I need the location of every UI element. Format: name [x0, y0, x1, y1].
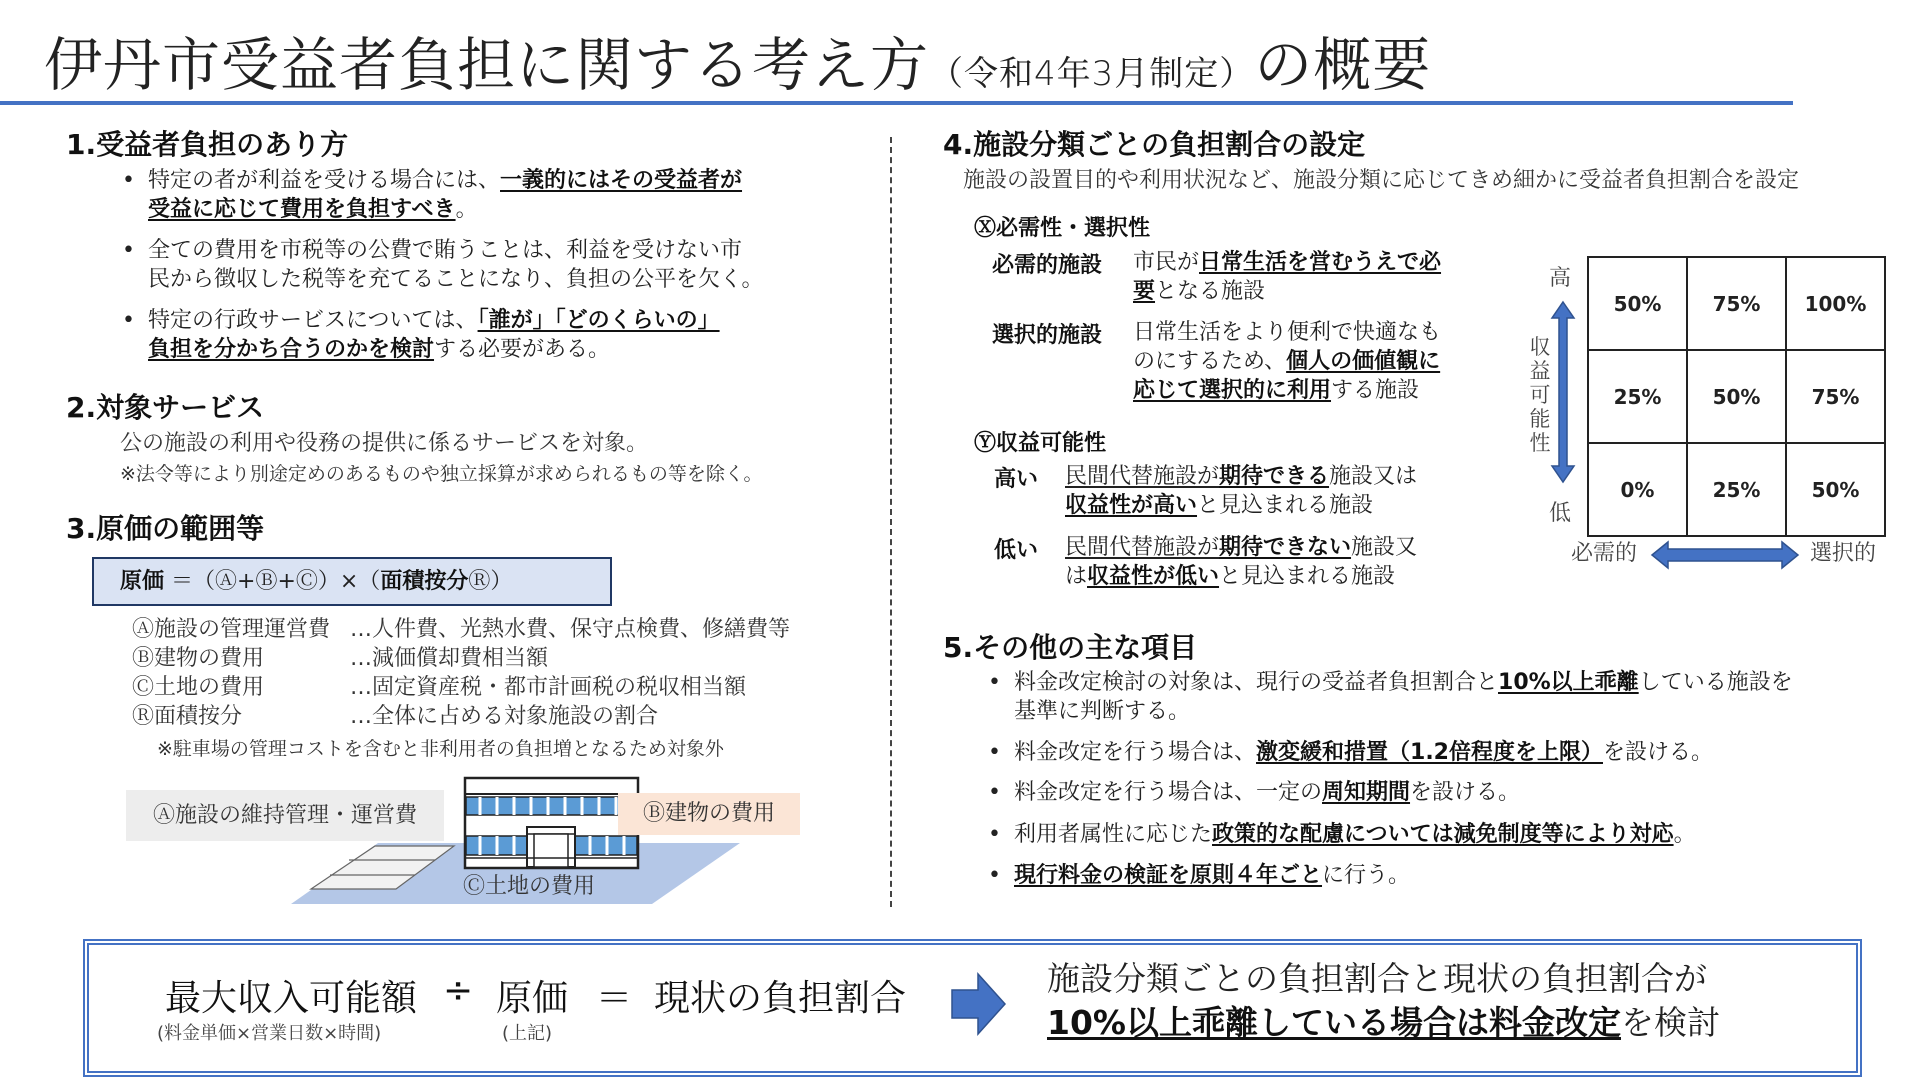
bullet-icon: •: [122, 238, 135, 263]
section4-desc: 施設の設置目的や利用状況など、施設分類に応じてきめ細かに受益者負担割合を設定: [963, 168, 1800, 193]
cost-item-desc: …全体に占める対象施設の割合: [350, 704, 659, 729]
text-segment: Ⓡ）: [468, 569, 513, 594]
low-desc: [1065, 533, 1417, 591]
text-segment: 10%以上乖離: [1498, 670, 1639, 695]
matrix-cell: 50%: [1588, 257, 1687, 350]
text-line: [1065, 462, 1417, 491]
cost-item-label: Ⓐ施設の管理運営費: [132, 617, 331, 642]
text-line: [1014, 668, 1793, 697]
text-line: [1014, 738, 1713, 767]
section2-text: 公の施設の利用や役務の提供に係るサービスを対象。: [120, 431, 649, 456]
text-segment: 個人の価値観に: [1286, 349, 1441, 374]
text-segment: 収益性が低い: [1087, 564, 1220, 589]
matrix-cell: 25%: [1588, 350, 1687, 443]
text-segment: 全ての費用を市税等の公費で賄うことは、利益を受けない市: [148, 238, 743, 263]
text-segment: 民間代替施設が: [1065, 535, 1220, 560]
divide-sign: ÷: [443, 970, 474, 1011]
text-line: [1047, 1001, 1720, 1045]
current-ratio-term: 現状の負担割合: [654, 978, 907, 1019]
max-revenue-note: (料金単価×営業日数×時間): [157, 1023, 382, 1044]
text-segment: 激変緩和措置（1.2倍程度を上限）: [1256, 740, 1603, 765]
bullet-icon: •: [988, 780, 1001, 805]
text-line: [1014, 861, 1410, 890]
text-line: [1014, 820, 1696, 849]
text-line: [1047, 957, 1720, 1001]
text-segment: 10%以上乖離している場合は料金改定: [1047, 1003, 1621, 1042]
section5-heading: 5.その他の主な項目: [943, 631, 1198, 664]
text-segment: 利用者属性に応じた: [1014, 822, 1213, 847]
horizontal-double-arrow-icon: [1650, 540, 1800, 570]
section5-bullet: [988, 820, 1696, 849]
text-segment: 一義的にはその受益者が: [500, 168, 743, 193]
text-segment: 周知期間: [1322, 780, 1411, 805]
text-segment: ＝（Ⓐ+Ⓑ+Ⓒ）×（: [164, 569, 381, 594]
high-desc: [1065, 462, 1417, 520]
vertical-double-arrow-icon: [1550, 300, 1576, 484]
necessary-label: 必需的施設: [992, 253, 1103, 278]
text-segment: と見込まれる施設: [1197, 493, 1374, 518]
cost-item-label: Ⓡ面積按分: [132, 704, 243, 729]
text-segment: となる施設: [1155, 279, 1266, 304]
y-high-label: 高: [1549, 266, 1572, 291]
section1-bullet: [122, 236, 764, 294]
x-right-label: 選択的: [1810, 541, 1877, 566]
text-line: [1133, 248, 1441, 277]
cost-formula-box: [92, 557, 612, 606]
section2-heading: 2.対象サービス: [66, 391, 265, 424]
matrix-cell: 100%: [1786, 257, 1885, 350]
text-segment: する必要がある。: [434, 337, 611, 362]
y-axis-label: 収益可能性: [1529, 335, 1551, 455]
section5-bullet: [988, 668, 1793, 726]
text-segment: 施設又: [1351, 535, 1418, 560]
text-segment: 期待できない: [1219, 535, 1352, 560]
bullet-icon: •: [122, 168, 135, 193]
text-segment: 民から徴収した税等を充てることになり、負担の公平を欠く。: [148, 267, 764, 292]
text-segment: 日常生活をより便利で快適なも: [1133, 320, 1442, 345]
section1-bullet: [122, 166, 743, 224]
text-line: [148, 306, 720, 335]
text-segment: している施設を: [1638, 670, 1793, 695]
text-segment: 応じて選択的に利用: [1133, 378, 1332, 403]
bullet-icon: •: [988, 822, 1001, 847]
equals-sign: ＝: [596, 978, 633, 1019]
text-segment: と見込まれる施設: [1219, 564, 1396, 589]
text-segment: する施設: [1331, 378, 1420, 403]
text-segment: を設ける。: [1603, 740, 1714, 765]
text-line: [1014, 697, 1793, 726]
cost-term: 原価: [496, 978, 569, 1019]
text-line: [1133, 347, 1441, 376]
section2-note: ※法令等により別途定めのあるものや独立採算が求められるもの等を除く。: [120, 463, 763, 485]
text-segment: 。: [1673, 822, 1696, 847]
maintenance-cost-label: Ⓐ施設の維持管理・運営費: [126, 790, 444, 841]
building-cost-label: Ⓑ建物の費用: [618, 793, 800, 835]
text-segment: 「誰が」「どのくらいの」: [477, 308, 720, 333]
cost-note: (上記): [502, 1023, 553, 1044]
text-segment: 要: [1133, 279, 1156, 304]
page-title: [44, 18, 1431, 102]
text-line: [148, 166, 742, 195]
column-divider: [890, 137, 892, 907]
title-subtitle: （令和4年3月制定）: [929, 54, 1255, 94]
high-label: 高い: [994, 467, 1039, 492]
x-heading: Ⓧ必需性・選択性: [974, 216, 1151, 241]
conclusion-text: [1047, 957, 1720, 1045]
text-segment: 施設又は: [1329, 464, 1418, 489]
text-line: [1133, 376, 1441, 405]
bullet-icon: •: [988, 740, 1001, 765]
bullet-icon: •: [988, 863, 1001, 888]
matrix-row: [1588, 350, 1885, 443]
matrix-cell: 0%: [1588, 443, 1687, 536]
text-segment: は: [1065, 564, 1088, 589]
matrix-cell: 75%: [1786, 350, 1885, 443]
cost-item-label: Ⓑ建物の費用: [132, 646, 265, 671]
selective-desc: [1133, 318, 1441, 405]
text-segment: 特定の者が利益を受ける場合には、: [148, 168, 501, 193]
text-segment: に行う。: [1322, 863, 1411, 888]
text-line: [148, 335, 720, 364]
section5-bullet: [988, 778, 1521, 807]
text-segment: 日常生活を営むうえで必: [1199, 250, 1442, 275]
bullet-icon: •: [988, 670, 1001, 695]
section1-bullet: [122, 306, 720, 364]
section3-heading: 3.原価の範囲等: [66, 512, 265, 545]
header-divider: [0, 101, 1793, 105]
text-segment: 民間代替施設が: [1065, 464, 1220, 489]
text-segment: 負担を分かち合うのかを検討: [148, 337, 435, 362]
cost-item-label: Ⓒ土地の費用: [132, 675, 265, 700]
text-segment: を検討: [1621, 1003, 1720, 1042]
right-arrow-icon: [950, 972, 1008, 1036]
text-segment: 受益に応じて費用を負担すべき: [148, 197, 456, 222]
text-segment: 収益性が高い: [1065, 493, 1198, 518]
cost-formula: [120, 569, 512, 594]
matrix-cell: 50%: [1687, 350, 1786, 443]
necessary-desc: [1133, 248, 1441, 306]
text-segment: を設ける。: [1410, 780, 1521, 805]
text-line: [1065, 491, 1417, 520]
building-icon: [465, 778, 638, 868]
y-low-label: 低: [1549, 501, 1572, 526]
text-segment: 現行料金の検証を原則４年ごと: [1014, 863, 1323, 888]
x-left-label: 必需的: [1571, 541, 1638, 566]
text-segment: 政策的な配慮については減免制度等により対応: [1212, 822, 1674, 847]
cost-item-desc: …人件費、光熱水費、保守点検費、修繕費等: [350, 617, 791, 642]
low-label: 低い: [994, 538, 1039, 563]
text-segment: 特定の行政サービスについては、: [148, 308, 478, 333]
text-line: [148, 265, 764, 294]
text-line: [1065, 533, 1417, 562]
text-segment: 施設分類ごとの負担割合と現状の負担割合が: [1047, 959, 1707, 998]
text-segment: のにするため、: [1133, 349, 1287, 374]
matrix-cell: 25%: [1687, 443, 1786, 536]
text-segment: 料金改定を行う場合は、: [1014, 740, 1257, 765]
matrix-cell: 50%: [1786, 443, 1885, 536]
text-segment: 。: [455, 197, 478, 222]
section3-note: ※駐車場の管理コストを含むと非利用者の負担増となるため対象外: [157, 738, 724, 760]
text-line: [148, 195, 742, 224]
section5-bullet: [988, 738, 1714, 767]
title-main: 伊丹市受益者負担に関する考え方: [44, 31, 930, 99]
text-segment: 期待できる: [1219, 464, 1330, 489]
text-segment: 料金改定検討の対象は、現行の受益者負担割合と: [1014, 670, 1499, 695]
matrix-row: [1588, 443, 1885, 536]
selective-label: 選択的施設: [992, 323, 1103, 348]
y-heading: Ⓨ収益可能性: [974, 431, 1107, 456]
text-segment: 料金改定を行う場合は、一定の: [1014, 780, 1323, 805]
cost-item-desc: …減価償却費相当額: [350, 646, 549, 671]
title-tail: の概要: [1254, 31, 1432, 99]
text-line: [1133, 318, 1441, 347]
land-cost-label: Ⓒ土地の費用: [463, 874, 596, 899]
text-line: [1014, 778, 1520, 807]
text-segment: 基準に判断する。: [1014, 699, 1191, 724]
section4-heading: 4.施設分類ごとの負担割合の設定: [943, 128, 1366, 161]
matrix-row: [1588, 257, 1885, 350]
section1-heading: 1.受益者負担のあり方: [66, 128, 349, 161]
text-segment: 市民が: [1133, 250, 1200, 275]
max-revenue-term: 最大収入可能額: [165, 978, 418, 1019]
text-line: [1065, 562, 1417, 591]
section5-bullet: [988, 861, 1411, 890]
burden-ratio-matrix: [1587, 256, 1886, 537]
bullet-icon: •: [122, 308, 135, 333]
text-segment: 原価: [120, 569, 165, 594]
text-segment: 面積按分: [380, 569, 469, 594]
text-line: [148, 236, 764, 265]
cost-item-desc: …固定資産税・都市計画税の税収相当額: [350, 675, 747, 700]
matrix-cell: 75%: [1687, 257, 1786, 350]
text-line: [1133, 277, 1441, 306]
